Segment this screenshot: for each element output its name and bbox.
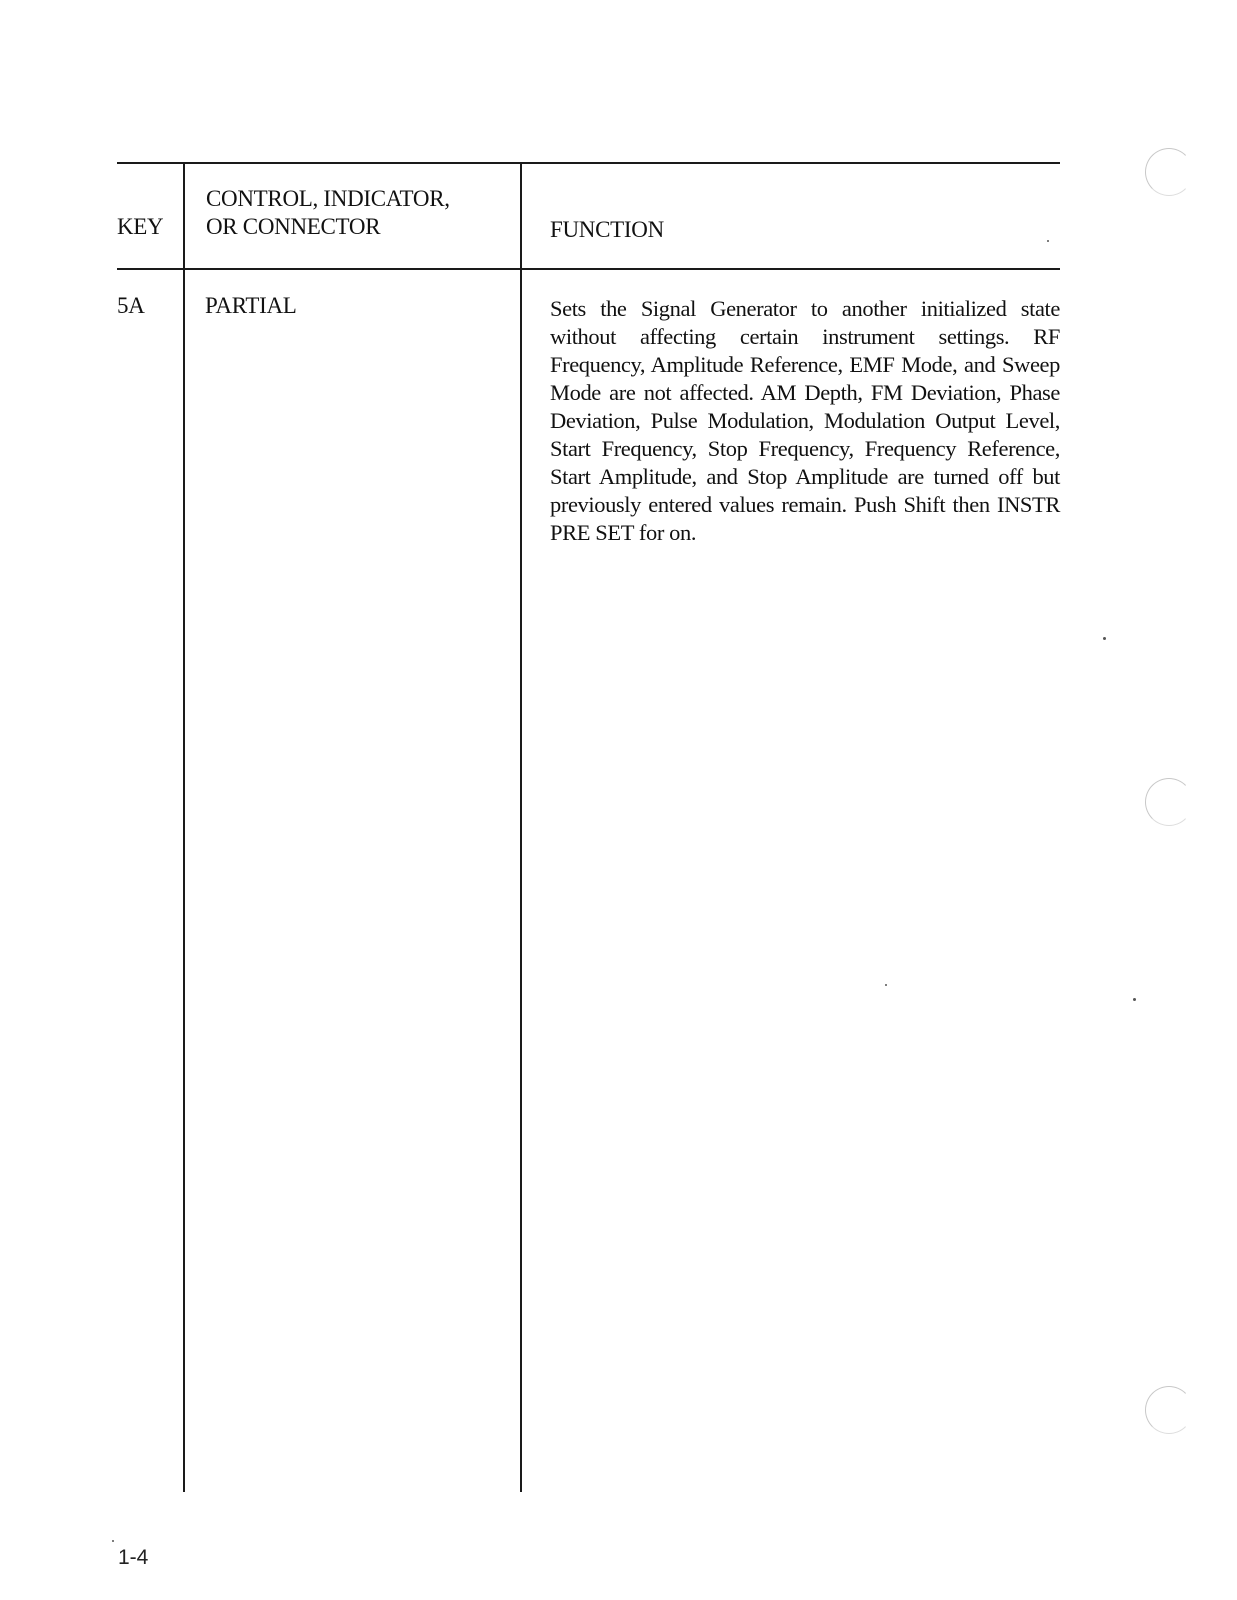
header-key: KEY xyxy=(117,214,164,239)
row-function-description: Sets the Signal Generator to another initialized state without affecting certain instrument settings. RF Frequency, Amplitude Reference, EMF Mode, and Sweep Mode are not affected. AM Depth, FM Deviation, Phase Deviation, Pulse Modulation, Modulation Output Level, Start Frequency, Stop Frequency, Frequency Reference, Start Amplitude, and Stop Amplitude are turned off but previously entered values remain. Push Shift then INSTR PRE SET for on. xyxy=(550,296,1060,545)
scan-speck xyxy=(1103,637,1106,640)
row-control: PARTIAL xyxy=(205,293,297,318)
row-key: 5A xyxy=(117,293,145,318)
header-control-line2: OR CONNECTOR xyxy=(206,214,381,239)
scan-speck xyxy=(112,1540,114,1542)
table-header-rule xyxy=(117,268,1060,270)
page-number: 1-4 xyxy=(118,1546,149,1569)
binder-hole-mark xyxy=(1145,148,1193,196)
column-divider-control xyxy=(520,162,522,1492)
table-top-rule xyxy=(117,162,1060,164)
header-control-indicator-connector xyxy=(206,185,506,241)
header-function: FUNCTION xyxy=(550,217,664,242)
binder-hole-mark xyxy=(1145,1386,1193,1434)
scan-speck xyxy=(1047,240,1049,242)
column-divider-key xyxy=(183,162,185,1492)
header-control-line1: CONTROL, INDICATOR, xyxy=(206,186,450,211)
scan-speck xyxy=(1133,998,1136,1001)
binder-hole-mark xyxy=(1145,778,1193,826)
scan-speck xyxy=(885,984,887,986)
